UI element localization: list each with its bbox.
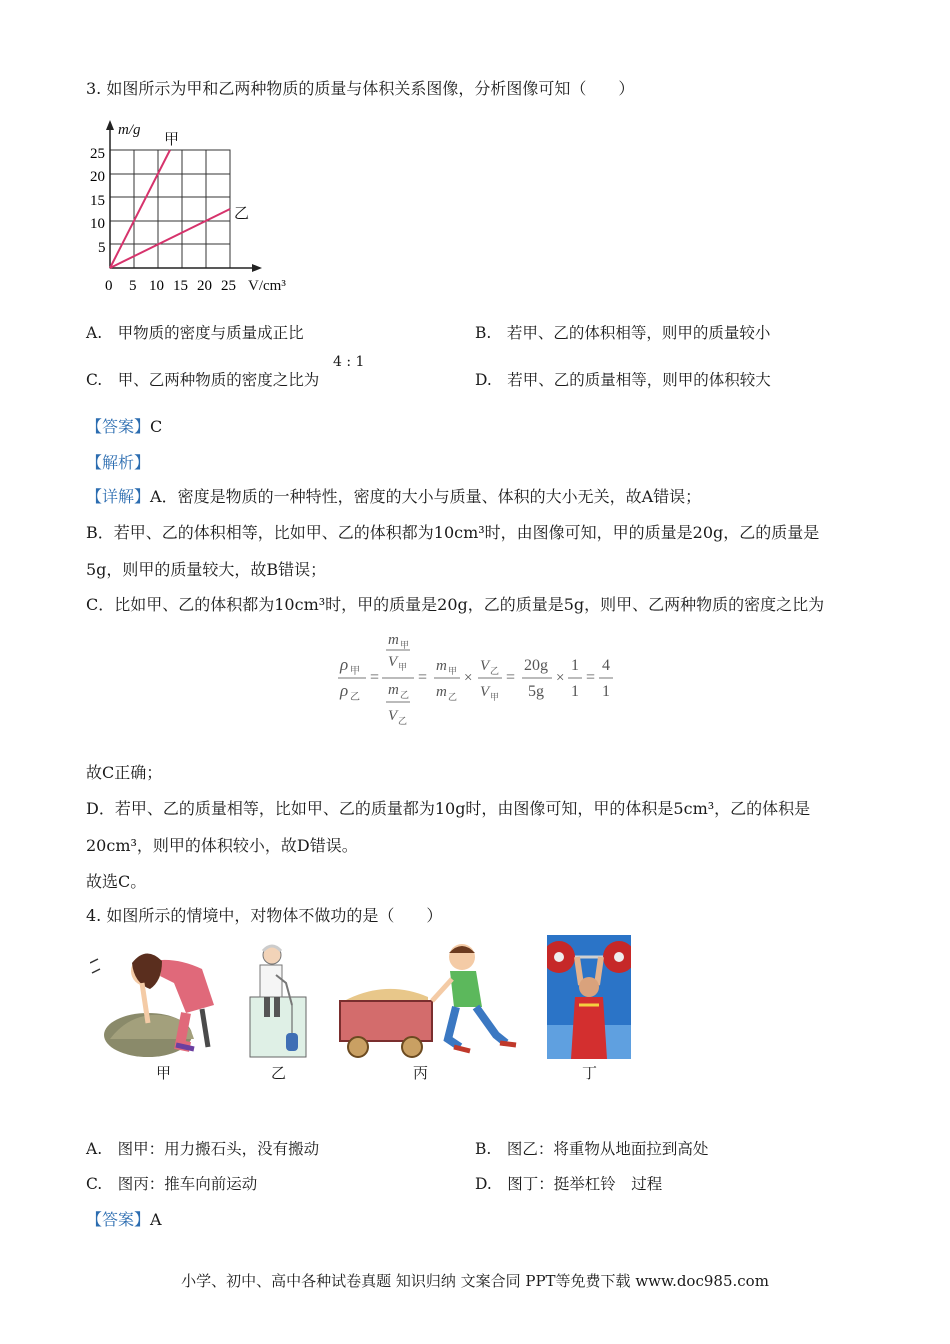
- detail-c2: 故C正确；: [86, 763, 163, 782]
- svg-text:1: 1: [571, 657, 579, 674]
- q3-option-d: D. 若甲、乙的质量相等，则甲的体积较大: [475, 371, 771, 389]
- svg-text:甲: 甲: [400, 640, 410, 650]
- svg-text:甲: 甲: [490, 692, 500, 702]
- svg-text:V: V: [480, 684, 490, 700]
- q3-option-b: B. 若甲、乙的体积相等，则甲的质量较小: [475, 324, 771, 342]
- x-tick-0: 0: [105, 278, 113, 294]
- detail-b1: B．若甲、乙的体积相等，比如甲、乙的体积都为10cm³时，由图像可知，甲的质量是20g，乙的质量是: [86, 523, 820, 542]
- svg-text:V: V: [388, 654, 398, 670]
- svg-text:=: =: [418, 669, 428, 686]
- svg-text:乙: 乙: [400, 690, 410, 700]
- x-tick-5: 5: [129, 278, 137, 294]
- q4-option-b: B. 图乙：将重物从地面拉到高处: [475, 1140, 709, 1158]
- q3-option-c-ratio: 4 : 1: [333, 354, 365, 370]
- caption-jia: 甲: [156, 1064, 172, 1082]
- svg-text:ρ: ρ: [340, 655, 349, 674]
- svg-text:1: 1: [571, 683, 579, 700]
- mass-volume-graph: [88, 118, 288, 298]
- caption-bing: 丙: [413, 1064, 429, 1082]
- svg-text:×: ×: [464, 670, 473, 686]
- detail-b2: 5g，则甲的质量较大，故B错误；: [86, 560, 327, 579]
- answer-tag: 【答案】: [86, 417, 151, 436]
- x-tick-25: 25: [221, 278, 236, 294]
- illustration-weightlifter: [547, 935, 631, 1059]
- illustration-pushing-cart: [336, 935, 526, 1060]
- series-line-jia: [110, 150, 170, 268]
- footer-link[interactable]: 小学、初中、高中各种试卷真题 知识归纳 文案合同 PPT等免费下载 www.doc985.com: [181, 1272, 769, 1290]
- y-tick-5: 5: [98, 240, 106, 256]
- q4-option-c: C. 图丙：推车向前运动: [86, 1175, 258, 1193]
- line-label-yi: 乙: [234, 204, 250, 222]
- detail-d2: 20cm³，则甲的体积较小，故D错误。: [86, 836, 358, 855]
- caption-yi: 乙: [271, 1064, 287, 1082]
- q3-option-a: A. 甲物质的密度与质量成正比: [86, 324, 304, 342]
- svg-text:m: m: [436, 684, 447, 700]
- svg-text:×: ×: [556, 670, 565, 686]
- svg-text:1: 1: [602, 683, 610, 700]
- svg-text:5g: 5g: [528, 683, 544, 700]
- svg-text:V: V: [388, 708, 398, 724]
- grid: [110, 150, 230, 268]
- y-axis-arrow: [106, 120, 114, 130]
- line-label-jia: 甲: [164, 130, 180, 148]
- detail-c1: C．比如甲、乙的体积都为10cm³时，甲的质量是20g，乙的质量是5g，则甲、乙两种物质的密度之比为: [86, 595, 825, 614]
- density-ratio-formula: [338, 628, 618, 733]
- q3-option-c: C. 甲、乙两种物质的密度之比为: [86, 371, 320, 389]
- svg-text:乙: 乙: [448, 692, 458, 702]
- svg-text:m: m: [388, 682, 399, 698]
- y-tick-10: 10: [90, 216, 105, 232]
- detail-d1: D．若甲、乙的质量相等，比如甲、乙的质量都为10g时，由图像可知，甲的体积是5cm³，乙的体积是: [86, 799, 811, 818]
- conclusion: 故选C。: [86, 872, 147, 891]
- answer-tag: 【答案】: [86, 1210, 151, 1229]
- svg-text:乙: 乙: [398, 716, 408, 726]
- answer-value: C: [150, 417, 163, 436]
- svg-text:m: m: [436, 658, 447, 674]
- answer-value: A: [150, 1210, 162, 1229]
- x-axis-label: V/cm³: [248, 278, 286, 294]
- svg-text:=: =: [506, 669, 516, 686]
- q3-stem: 3. 如图所示为甲和乙两种物质的质量与体积关系图像，分析图像可知（ ）: [86, 79, 635, 98]
- caption-ding: 丁: [582, 1064, 598, 1082]
- y-tick-20: 20: [90, 169, 105, 185]
- svg-text:=: =: [586, 669, 596, 686]
- y-axis-label: m/g: [118, 122, 141, 138]
- q4-stem: 4. 如图所示的情境中，对物体不做功的是（ ）: [86, 906, 443, 925]
- series-line-yi: [110, 209, 230, 268]
- x-tick-15: 15: [173, 278, 188, 294]
- illustration-pulling-weight: [246, 935, 310, 1060]
- detail-a-text: A．密度是物质的一种特性，密度的大小与质量、体积的大小无关，故A错误；: [150, 487, 702, 506]
- svg-text:甲: 甲: [448, 666, 458, 676]
- y-tick-25: 25: [90, 146, 105, 162]
- svg-text:乙: 乙: [490, 666, 500, 676]
- svg-text:甲: 甲: [398, 662, 408, 672]
- svg-text:甲: 甲: [350, 666, 360, 677]
- svg-text:ρ: ρ: [340, 681, 349, 700]
- svg-text:=: =: [370, 669, 380, 686]
- q3-answer: [86, 414, 162, 437]
- q4-answer: [86, 1207, 162, 1230]
- q4-option-a: A. 图甲：用力搬石头，没有搬动: [86, 1140, 320, 1158]
- detail-tag: 【详解】: [86, 487, 151, 506]
- svg-text:20g: 20g: [524, 657, 548, 674]
- svg-text:4: 4: [602, 657, 610, 674]
- analysis-tag: 【解析】: [86, 453, 151, 472]
- svg-text:乙: 乙: [350, 692, 360, 703]
- detail-a: [86, 484, 701, 507]
- y-tick-15: 15: [90, 193, 105, 209]
- svg-text:m: m: [388, 632, 399, 648]
- x-tick-20: 20: [197, 278, 212, 294]
- svg-text:V: V: [480, 658, 490, 674]
- x-tick-10: 10: [149, 278, 164, 294]
- x-axis-arrow: [252, 264, 262, 272]
- illustration-lifting-rock: [90, 935, 230, 1060]
- q4-option-d: D. 图丁：挺举杠铃 过程: [475, 1175, 663, 1193]
